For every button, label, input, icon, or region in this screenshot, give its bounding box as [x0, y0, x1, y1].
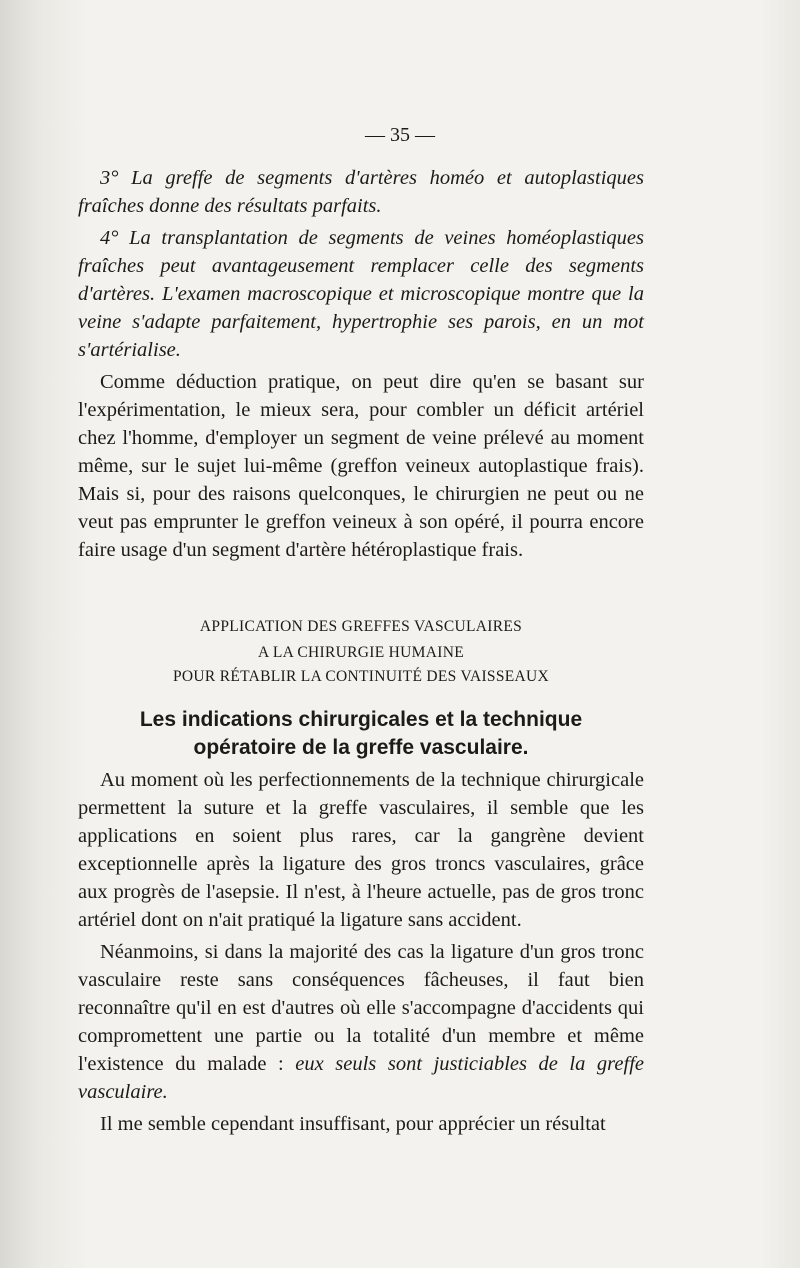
- conclusion-item-4: 4° La transplantation de segments de veines homéoplastiques fraîches peut avantageusement remplacer celle des segments d'artères. L'examen macroscopique et microscopique montre que la veine s'adapte parfaitement, hypertrophie ses parois, en un mot s'artérialise.: [78, 227, 644, 361]
- section-heading-line-3: POUR RÉTABLIR LA CONTINUITÉ DES VAISSEAUX: [172, 668, 550, 685]
- deduction-paragraph: Comme déduction pratique, on peut dire qu'en se basant sur l'expérimentation, le mieux sera, pour combler un déficit artériel chez l'homme, d'employer un segment de veine prélevé au moment même, sur le sujet lui-même (greffon veineux autoplastique frais). Mais si, pour des raisons quelconques, le chirurgien ne peut ou ne veut pas emprunter le greffon veineux à son opéré, il pourra encore faire usage d'un segment d'artère hétéroplastique frais.: [78, 371, 644, 561]
- conclusion-item-3: 3° La greffe de segments d'artères homéo et autoplastiques fraîches donne des résultats parfaits.: [78, 167, 644, 217]
- body-paragraph-1: Au moment où les perfectionnements de la technique chirurgicale permettent la suture et la greffe vasculaires, il semble que les applications en soient plus rares, car la gangrène devient exceptionnelle après la ligature des gros troncs vasculaires, grâce aux progrès de l'asepsie. Il n'est, à l'heure actuelle, pas de gros tronc artériel dont on n'ait pratiqué la ligature sans accident.: [78, 769, 644, 931]
- section-heading-line-2: A LA CHIRURGIE HUMAINE: [258, 644, 464, 661]
- body-paragraph-2-italic: eux seuls sont justiciables de la greffe vasculaire.: [78, 1053, 644, 1103]
- conclusions-block: [78, 164, 644, 564]
- body-paragraph-3: Il me semble cependant insuffisant, pour apprécier un résultat: [100, 1113, 606, 1135]
- section-heading-line-1: APPLICATION DES GREFFES VASCULAIRES: [199, 618, 523, 635]
- body-block: [78, 766, 644, 1138]
- page-number: — 35 —: [365, 124, 435, 146]
- subtitle-line-2: opératoire de la greffe vasculaire.: [193, 736, 529, 759]
- body-paragraph-2: [78, 938, 644, 1106]
- subtitle-line-1: Les indications chirurgicales et la technique: [139, 708, 583, 731]
- body-paragraph-2-text: Néanmoins, si dans la majorité des cas la ligature d'un gros tronc vasculaire reste sans conséquences fâcheuses, il faut bien reconnaître qu'il en est d'autres où elle s'accompagne d'accidents qui compromettent une partie ou la totalité d'un membre et même l'existence du malade :: [78, 941, 644, 1075]
